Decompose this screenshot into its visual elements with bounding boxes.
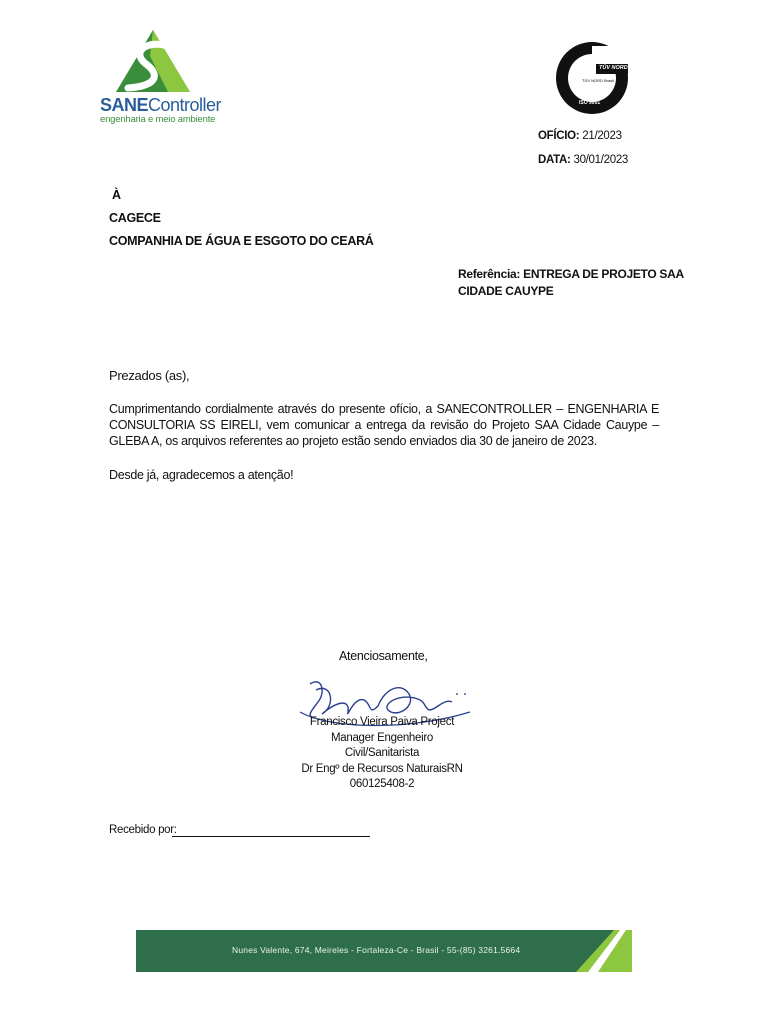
date-value: 30/01/2023 [573, 154, 629, 166]
closing: Atenciosamente, [339, 649, 428, 663]
received-label: Recebido por: [109, 824, 177, 836]
recipient-to: À [112, 188, 121, 202]
date-line [538, 154, 628, 166]
oficio-value: 21/2023 [582, 130, 622, 142]
signer-title: Manager Engenheiro [330, 731, 433, 744]
received-signature-line [172, 836, 370, 837]
received-line [109, 824, 177, 836]
recipient-company: COMPANHIA DE ÁGUA E ESGOTO DO CEARÁ [109, 234, 374, 248]
seal-text-3: ISO 9001 [579, 100, 601, 106]
logo-triangle-icon [98, 28, 208, 98]
seal-text-2: TÜV NORD Brasil [582, 78, 615, 83]
logo-tagline: engenharia e meio ambiente [100, 114, 216, 125]
recipient-name: CAGECE [109, 211, 161, 225]
reference-label: Referência: [458, 267, 521, 281]
reference-value-1: ENTREGA DE PROJETO SAA [523, 267, 684, 281]
oficio-label: OFÍCIO: [538, 130, 580, 142]
seal-text-1: TÜV NORD [599, 65, 628, 71]
date-label: DATA: [538, 154, 571, 166]
reference-value-2: CIDADE CAUYPE [458, 284, 554, 298]
signer-degree: Dr Engº de Recursos NaturaisRN [301, 762, 463, 775]
signature-block [282, 715, 482, 793]
company-logo [98, 28, 222, 128]
oficio-line [538, 130, 622, 142]
signer-name: Francisco Vieira Paiva Project [309, 716, 455, 728]
salutation: Prezados (as), [109, 368, 190, 383]
logo-brand-bold: SANE [100, 95, 149, 115]
body-paragraph: Cumprimentando cordialmente através do presente ofício, a SANECONTROLLER – ENGENHARIA E CONSULTORIA SS EIRELI, vem comunicar a entrega da revisão do Projeto SAA Cidade Cauype – GLEBA A, os arquivos referentes ao projeto estão sendo enviados dia 30 de janeiro de 2023. [109, 402, 659, 448]
logo-brand-rest: Controller [148, 95, 222, 115]
certification-seal [552, 40, 632, 116]
footer-address: Nunes Valente, 674, Meireles - Fortaleza-Ce - Brasil - 55-(85) 3261.5664 [232, 945, 521, 955]
thanks-line: Desde já, agradecemos a atenção! [109, 468, 294, 482]
signer-registration: 060125408-2 [349, 778, 415, 790]
signer-discipline: Civil/Sanitarista [344, 747, 420, 759]
reference-line-1 [458, 267, 684, 281]
footer-bar [136, 930, 632, 972]
